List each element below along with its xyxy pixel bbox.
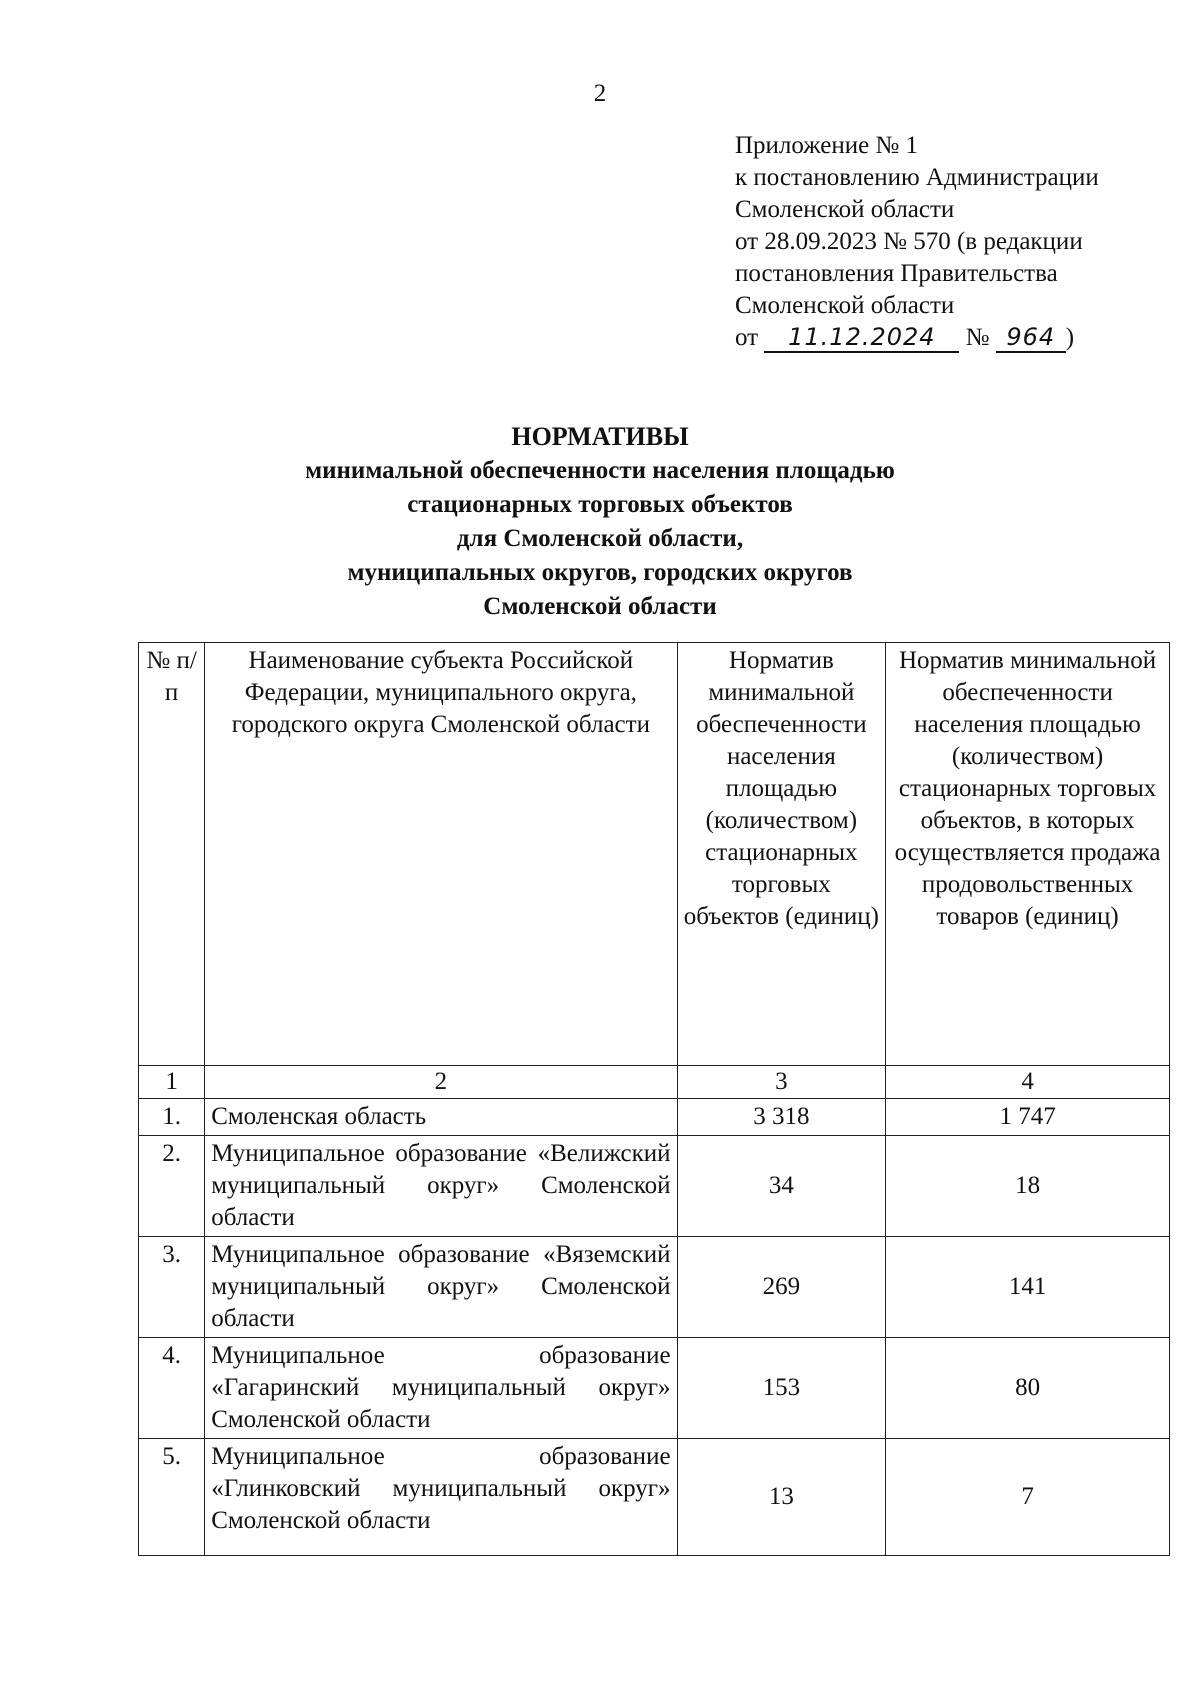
row-food: 141 xyxy=(886,1237,1170,1338)
row-number: 4. xyxy=(139,1338,205,1439)
row-total: 3 318 xyxy=(677,1099,886,1136)
table-row xyxy=(139,1099,1170,1136)
table-index-row xyxy=(139,1066,1170,1099)
handwritten-number: 964 xyxy=(1006,323,1056,351)
row-number: 2. xyxy=(139,1136,205,1237)
index-cell: 2 xyxy=(205,1066,677,1099)
number-field xyxy=(996,324,1066,353)
title-line-2: стационарных торговых объектов xyxy=(407,491,793,518)
row-total: 153 xyxy=(677,1338,886,1439)
date-field xyxy=(764,324,959,353)
row-name: Муниципальное образование «Глинковский муниципальный округ» Смоленской области xyxy=(205,1439,677,1556)
appendix-block xyxy=(735,130,1099,354)
document-title xyxy=(0,420,1200,624)
index-cell: 3 xyxy=(677,1066,886,1099)
header-name: Наименование субъекта Российской Федерации, муниципального округа, городского округа Смоленской области xyxy=(205,643,677,1066)
index-cell: 1 xyxy=(139,1066,205,1099)
row-name: Муниципальное образование «Вяземский муниципальный округ» Смоленской области xyxy=(205,1237,677,1338)
page-number: 2 xyxy=(593,80,607,107)
table-row xyxy=(139,1237,1170,1338)
row-food: 80 xyxy=(886,1338,1170,1439)
number-prefix: № xyxy=(965,324,990,351)
table-row xyxy=(139,1338,1170,1439)
row-total: 269 xyxy=(677,1237,886,1338)
header-food-norm: Норматив минимальной обеспеченности населения площадью (количеством) стационарных торговых объектов, в которых осуществляется продажа продовольственных товаров (единиц) xyxy=(886,643,1170,1066)
row-food: 18 xyxy=(886,1136,1170,1237)
row-name: Муниципальное образование «Велижский муниципальный округ» Смоленской области xyxy=(205,1136,677,1237)
appendix-line-2: к постановлению Администрации xyxy=(735,164,1099,191)
norms-table xyxy=(138,642,1170,1556)
title-line-1: минимальной обеспеченности населения площадью xyxy=(305,457,895,484)
table-header-row xyxy=(139,643,1170,1066)
appendix-line-1: Приложение № 1 xyxy=(735,132,919,159)
title-main: НОРМАТИВЫ xyxy=(511,422,689,451)
title-line-3: для Смоленской области, xyxy=(456,525,744,552)
title-line-4: муниципальных округов, городских округов xyxy=(347,559,853,586)
row-food: 1 747 xyxy=(886,1099,1170,1136)
header-total-norm: Норматив минимальной обеспеченности населения площадью (количеством) стационарных торговых объектов (единиц) xyxy=(677,643,886,1066)
appendix-line-3: Смоленской области xyxy=(735,196,955,223)
row-food: 7 xyxy=(886,1439,1170,1556)
appendix-line-4: от 28.09.2023 № 570 (в редакции xyxy=(735,228,1083,255)
table-row xyxy=(139,1439,1170,1556)
row-number: 5. xyxy=(139,1439,205,1556)
row-name: Муниципальное образование «Гагаринский муниципальный округ» Смоленской области xyxy=(205,1338,677,1439)
row-number: 1. xyxy=(139,1099,205,1136)
appendix-line-6: Смоленской области xyxy=(735,292,955,319)
row-name: Смоленская область xyxy=(205,1099,677,1136)
index-cell: 4 xyxy=(886,1066,1170,1099)
row-number: 3. xyxy=(139,1237,205,1338)
table-row xyxy=(139,1136,1170,1237)
title-line-5: Смоленской области xyxy=(483,593,717,620)
closing-paren: ) xyxy=(1065,324,1075,351)
row-total: 13 xyxy=(677,1439,886,1556)
row-total: 34 xyxy=(677,1136,886,1237)
date-prefix: от xyxy=(735,324,759,351)
handwritten-date: 11.12.2024 xyxy=(788,323,936,351)
appendix-line-5: постановления Правительства xyxy=(735,260,1058,287)
header-number: № п/п xyxy=(139,643,205,1066)
appendix-date-line xyxy=(735,322,1099,354)
